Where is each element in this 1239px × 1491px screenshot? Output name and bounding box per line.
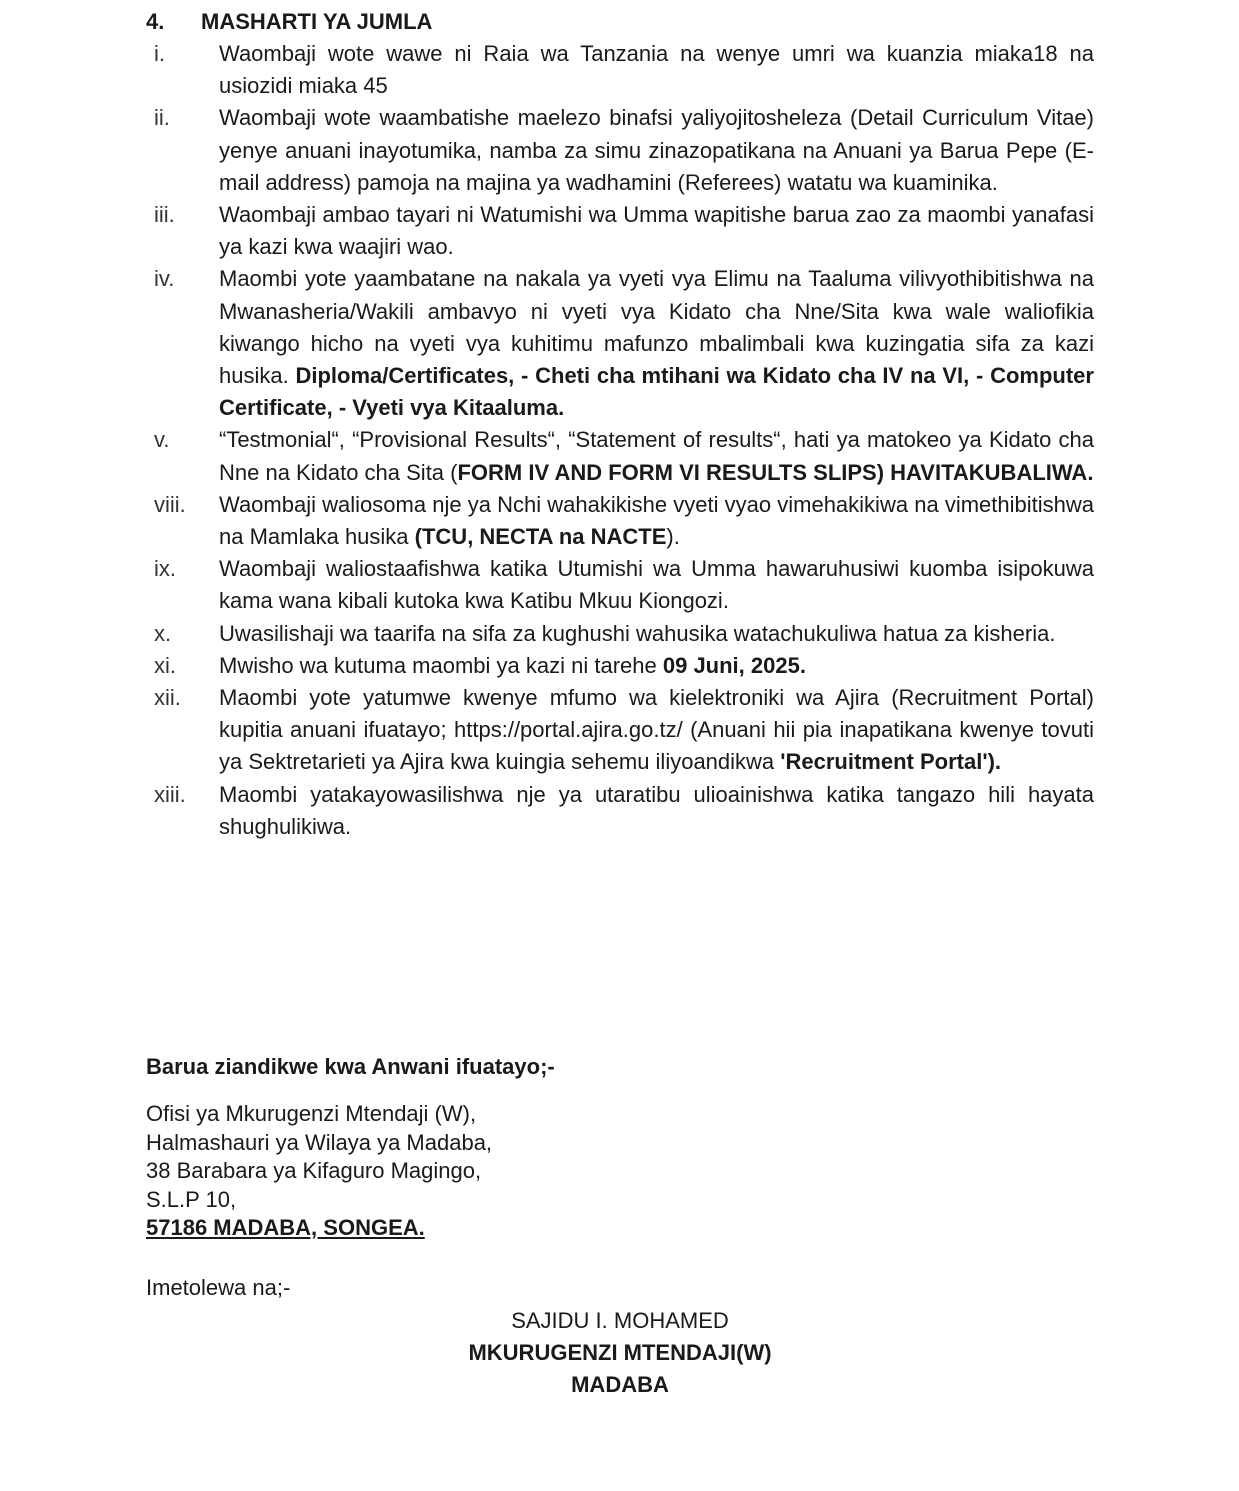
text-segment: Waombaji waliostaafishwa katika Utumishi wa Umma hawaruhusiwi kuomba isipokuwa kama wana kibali kutoka kwa Katibu Mkuu Kiongozi. xyxy=(219,556,1094,614)
text-segment: Waombaji ambao tayari ni Watumishi wa Umma wapitishe barua zao za maombi yanafasi ya kazi kwa waajiri wao. xyxy=(219,202,1094,260)
text-segment: Mwisho wa kutuma maombi ya kazi ni tarehe xyxy=(219,652,663,678)
list-item xyxy=(146,424,1094,488)
address-heading: Barua ziandikwe kwa Anwani ifuatayo;- xyxy=(146,1054,555,1079)
list-item-numeral: xiii. xyxy=(154,781,186,807)
issued-by-label: Imetolewa na;- xyxy=(146,1275,291,1300)
text-segment: Waombaji waliosoma nje ya Nchi wahakikishe vyeti vyao vimehakikiwa na vimethibitishwa na Mamlaka husika xyxy=(219,491,1094,550)
bold-text-segment: 'Recruitment Portal'). xyxy=(780,749,1002,775)
list-item-numeral: v. xyxy=(154,427,170,453)
list-item xyxy=(146,553,1094,617)
list-item-numeral: x. xyxy=(154,620,172,646)
section-number: 4. xyxy=(146,9,165,34)
list-item xyxy=(146,779,1094,843)
signatory-place: MADABA xyxy=(571,1372,669,1397)
list-item xyxy=(146,199,1094,263)
address-line: 38 Barabara ya Kifaguro Magingo, xyxy=(146,1158,482,1183)
postal-address xyxy=(146,1100,492,1243)
list-item xyxy=(146,263,1094,424)
list-item-text xyxy=(219,263,1094,424)
signature-block xyxy=(420,1305,820,1401)
list-item-numeral: ii. xyxy=(154,105,170,131)
list-item-text xyxy=(219,489,1094,553)
bold-text-segment: Diploma/Certificates, - Cheti cha mtihani wa Kidato cha IV na VI, - Computer Certificate, - Vyeti vya Kitaaluma. xyxy=(219,363,1094,421)
address-line: Ofisi ya Mkurugenzi Mtendaji (W), xyxy=(146,1101,477,1126)
list-item-numeral: xi. xyxy=(154,652,176,678)
text-segment: Maombi yatakayowasilishwa nje ya utaratibu ulioainishwa katika tangazo hili hayata shughulikiwa. xyxy=(219,781,1094,839)
address-postcode-line: 57186 MADABA, SONGEA. xyxy=(146,1215,425,1240)
list-item-numeral: viii. xyxy=(154,491,186,517)
list-item xyxy=(146,682,1094,779)
list-item-text xyxy=(219,102,1094,199)
list-item-text xyxy=(219,779,1094,843)
section-heading xyxy=(146,6,432,38)
list-item-numeral: iii. xyxy=(154,202,175,228)
list-item-text xyxy=(219,650,1094,682)
bold-text-segment: (TCU, NECTA na NACTE xyxy=(414,524,667,550)
text-segment: ). xyxy=(666,524,680,550)
list-item-numeral: i. xyxy=(154,41,165,66)
list-item-numeral: iv. xyxy=(154,266,175,292)
conditions-list xyxy=(146,38,1094,843)
signatory-title: MKURUGENZI MTENDAJI(W) xyxy=(468,1340,772,1365)
list-item-text xyxy=(219,38,1094,102)
text-segment: Maombi yote yaambatane na nakala ya vyeti vya Elimu na Taaluma vilivyothibitishwa na Mwanasheria/Wakili ambavyo ni vyeti vya Kidato cha Nne/Sita kwa wale waliofikia kiwango hicho na vyeti vya kuhitimu mafunzo mbalimbali kwa kuzingatia sifa za kazi husika. xyxy=(219,266,1094,389)
text-segment: Waombaji wote waambatishe maelezo binafsi yaliyojitosheleza (Detail Curriculum Vitae) yenye anuani inayotumika, namba za simu zinazopatikana na Anuani ya Barua Pepe (E-mail address) pamoja na majina ya wadhamini (Referees) watatu wa kuaminika. xyxy=(219,105,1094,195)
text-segment: “Testmonial“, “Provisional Results“, “Statement of results“, hati ya matokeo ya Kidato cha Nne na Kidato cha Sita ( xyxy=(219,427,1094,485)
text-segment: Waombaji wote wawe ni Raia wa Tanzania na wenye umri wa kuanzia miaka18 na usiozidi miaka 45 xyxy=(219,41,1094,99)
list-item-text xyxy=(219,424,1094,488)
list-item xyxy=(146,489,1094,553)
bold-text-segment: FORM IV AND FORM VI RESULTS SLIPS) HAVITAKUBALIWA. xyxy=(457,459,1094,485)
list-item-text xyxy=(219,199,1094,263)
list-item xyxy=(146,618,1094,650)
text-segment: Maombi yote yatumwe kwenye mfumo wa kielektroniki wa Ajira (Recruitment Portal) kupitia anuani ifuatayo; https://portal.ajira.go.tz/ (Anuani hii pia inapatikana kwenye tovuti ya Sektretarieti ya Ajira kwa kuingia sehemu iliyoandikwa xyxy=(219,685,1094,775)
list-item-numeral: ix. xyxy=(154,556,176,582)
list-item xyxy=(146,650,1094,682)
list-item-text xyxy=(219,553,1094,617)
address-line: Halmashauri ya Wilaya ya Madaba, xyxy=(146,1129,493,1155)
list-item-text xyxy=(219,618,1094,650)
list-item-numeral: xii. xyxy=(154,685,181,711)
list-item-text xyxy=(219,682,1094,779)
list-item xyxy=(146,102,1094,199)
list-item xyxy=(146,38,1094,102)
bold-text-segment: 09 Juni, 2025. xyxy=(662,652,806,678)
address-line: S.L.P 10, xyxy=(146,1186,237,1212)
text-segment: Uwasilishaji wa taarifa na sifa za kughushi wahusika watachukuliwa hatua za kisheria. xyxy=(219,620,1056,646)
section-title: MASHARTI YA JUMLA xyxy=(201,9,433,34)
signatory-name: SAJIDU I. MOHAMED xyxy=(511,1308,729,1333)
